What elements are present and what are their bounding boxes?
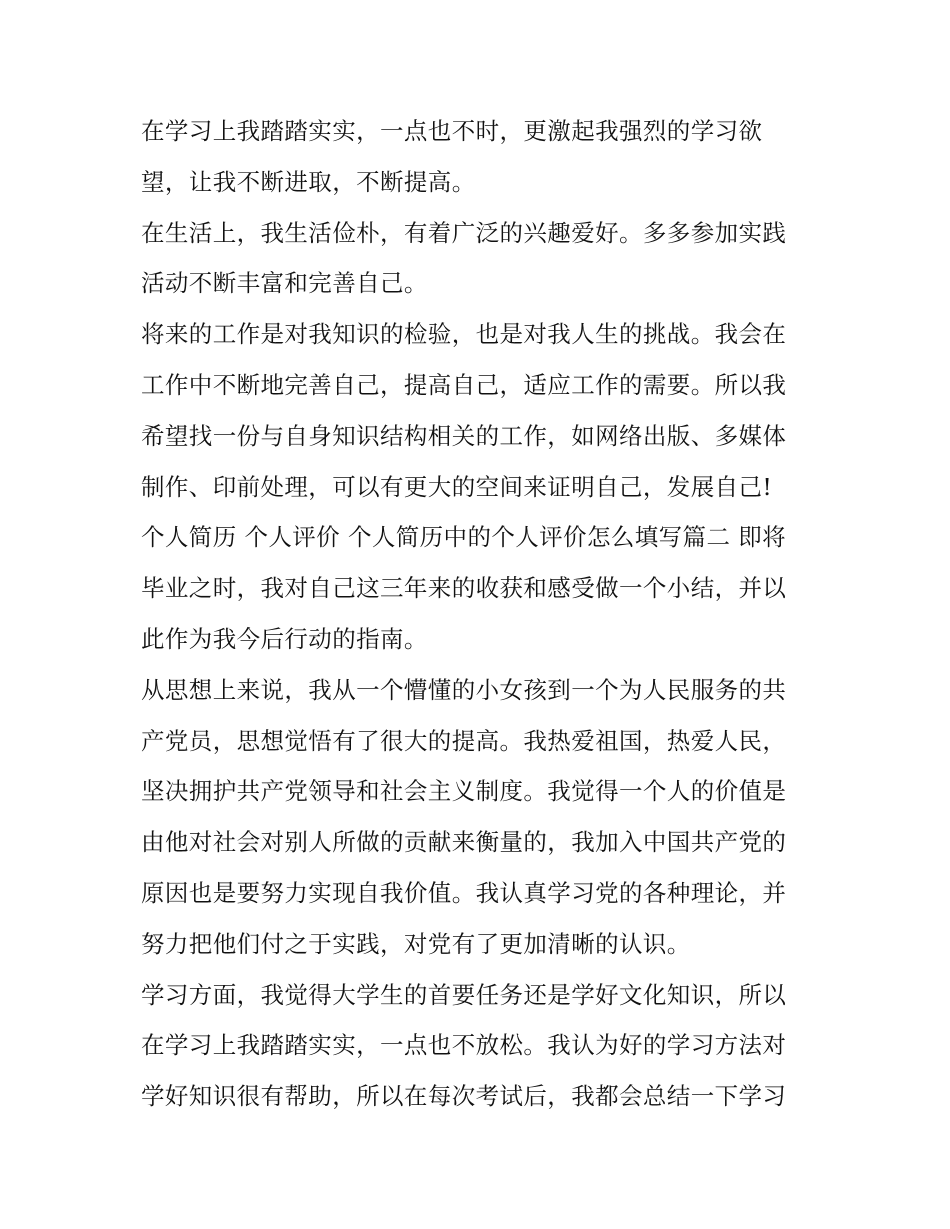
text-line: 在学习上我踏踏实实，一点也不放松。我认为好的学习方法对 [141,1031,787,1060]
text-line: 工作中不断地完善自己，提高自己，适应工作的需要。所以我 [141,370,787,399]
document-body [141,106,821,1122]
text-line: 将来的工作是对我知识的检验，也是对我人生的挑战。我会在 [141,320,787,349]
text-line: 此作为我今后行动的指南。 [141,624,428,653]
text-line: 由他对社会对别人所做的贡献来衡量的，我加入中国共产党的 [141,828,787,857]
text-line: 坚决拥护共产党领导和社会主义制度。我觉得一个人的价值是 [141,777,787,806]
text-line: 学习方面，我觉得大学生的首要任务还是学好文化知识，所以 [141,980,787,1009]
text-line: 在学习上我踏踏实实，一点也不时，更激起我强烈的学习欲 [141,117,763,145]
text-line: 望，让我不断进取，不断提高。 [141,167,476,196]
text-line: 活动不断丰富和完善自己。 [141,269,428,298]
text-line: 产党员，思想觉悟有了很大的提高。我热爱祖国，热爱人民， [141,726,787,755]
text-line: 努力把他们付之于实践，对党有了更加清晰的认识。 [141,929,691,958]
text-line: 原因也是要努力实现自我价值。我认真学习党的各种理论，并 [141,878,787,907]
text-line: 毕业之时，我对自己这三年来的收获和感受做一个小结，并以 [141,574,787,603]
text-line: 在生活上，我生活俭朴，有着广泛的兴趣爱好。多多参加实践 [141,218,787,247]
text-line: 从思想上来说，我从一个懵懂的小女孩到一个为人民服务的共 [141,675,787,704]
text-line: 制作、印前处理，可以有更大的空间来证明自己，发展自己! [141,472,773,501]
text-line: 个人简历 个人评价 个人简历中的个人评价怎么填写篇二 即将 [141,523,787,552]
text-line: 希望找一份与自身知识结构相关的工作，如网络出版、多媒体 [141,421,787,450]
text-line: 学好知识很有帮助，所以在每次考试后，我都会总结一下学习 [141,1082,787,1111]
